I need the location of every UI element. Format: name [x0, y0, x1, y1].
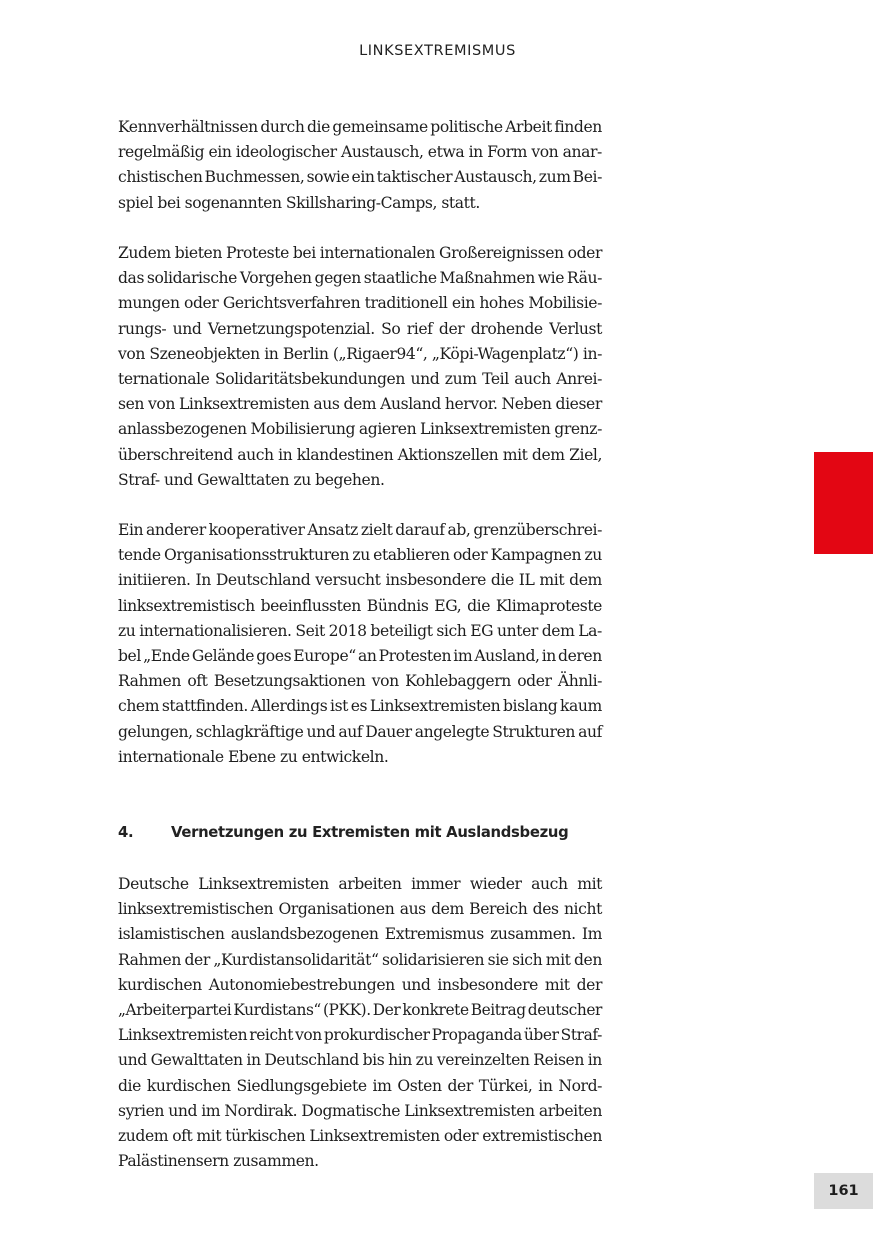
text-line: Linksextremisten reicht von prokurdischer Propaganda über Straf- — [118, 1026, 602, 1045]
running-head: LINKSEXTREMISMUS — [359, 43, 516, 59]
section-title: Vernetzungen zu Extremisten mit Auslandsbezug — [171, 824, 569, 841]
text-line: spiel bei sogenannten Skillsharing-Camps, statt. — [118, 193, 480, 212]
paragraph-2 — [118, 241, 602, 493]
text-line: internationale Ebene zu entwickeln. — [118, 747, 389, 766]
text-line: Rahmen der „Kurdistansolidarität“ solidarisieren sie sich mit den — [118, 950, 602, 969]
text-line: gelungen, schlagkräftige und auf Dauer angelegte Strukturen auf — [118, 722, 602, 741]
paragraph-1 — [118, 115, 602, 216]
text-line: rungs- und Vernetzungspotenzial. So rief der drohende Verlust — [118, 319, 602, 338]
text-line: chem stattfinden. Allerdings ist es Linksextremisten bislang kaum — [118, 697, 602, 716]
text-line: zudem oft mit türkischen Linksextremisten oder extremistischen — [118, 1126, 602, 1145]
text-line: kurdischen Autonomiebestrebungen und insbesondere mit der — [118, 975, 602, 994]
text-line: chistischen Buchmessen, sowie ein taktischer Austausch, zum Bei- — [118, 168, 602, 187]
text-line: Ein anderer kooperativer Ansatz zielt darauf ab, grenzüberschrei- — [118, 521, 602, 539]
text-line: ternationale Solidaritätsbekundungen und zum Teil auch Anrei- — [118, 369, 602, 388]
text-line: mungen oder Gerichtsverfahren traditionell ein hohes Mobilisie- — [118, 294, 602, 313]
text-line: linksextremistischen Organisationen aus dem Bereich des nicht — [118, 900, 602, 919]
text-line: bel „Ende Gelände goes Europe“ an Protesten im Ausland, in deren — [118, 646, 602, 665]
text-line: Rahmen oft Besetzungsaktionen von Kohlebaggern oder Ähnli- — [118, 672, 602, 691]
text-line: das solidarische Vorgehen gegen staatliche Maßnahmen wie Räu- — [118, 269, 602, 288]
text-line: sen von Linksextremisten aus dem Ausland hervor. Neben dieser — [118, 395, 602, 414]
page-number: 161 — [814, 1173, 873, 1209]
section-heading — [118, 822, 568, 844]
text-line: Deutsche Linksextremisten arbeiten immer wieder auch mit — [118, 875, 602, 893]
text-line: tende Organisationsstrukturen zu etablieren oder Kampagnen zu — [118, 546, 602, 565]
text-line: von Szeneobjekten in Berlin („Rigaer94“, „Köpi-Wagenplatz“) in- — [118, 344, 602, 363]
paragraph-4 — [118, 872, 602, 1174]
paragraph-3 — [118, 518, 602, 770]
text-line: Kennverhältnissen durch die gemeinsame politische Arbeit finden — [118, 118, 602, 136]
text-line: regelmäßig ein ideologischer Austausch, etwa in Form von anar- — [118, 143, 602, 162]
text-line: die kurdischen Siedlungsgebiete im Osten der Türkei, in Nord- — [118, 1076, 602, 1095]
text-line: zu internationalisieren. Seit 2018 beteiligt sich EG unter dem La- — [118, 621, 602, 640]
text-line: anlassbezogenen Mobilisierung agieren Linksextremisten grenz- — [118, 420, 602, 439]
text-line: „Arbeiterpartei Kurdistans“ (PKK). Der konkrete Beitrag deutscher — [118, 1000, 602, 1019]
text-line: Palästinensern zusammen. — [118, 1152, 319, 1171]
text-line: Zudem bieten Proteste bei internationalen Großereignissen oder — [118, 244, 602, 262]
chapter-marker-tab — [814, 452, 873, 554]
text-line: syrien und im Nordirak. Dogmatische Linksextremisten arbeiten — [118, 1101, 602, 1120]
text-line: islamistischen auslandsbezogenen Extremismus zusammen. Im — [118, 925, 602, 944]
text-line: Straf- und Gewalttaten zu begehen. — [118, 470, 385, 489]
section-number: 4. — [118, 824, 134, 841]
text-line: und Gewalttaten in Deutschland bis hin zu vereinzelten Reisen in — [118, 1051, 602, 1070]
text-line: überschreitend auch in klandestinen Aktionszellen mit dem Ziel, — [118, 445, 602, 464]
text-line: initiieren. In Deutschland versucht insbesondere die IL mit dem — [118, 571, 602, 590]
text-line: linksextremistisch beeinflussten Bündnis EG, die Klimaproteste — [118, 596, 602, 615]
